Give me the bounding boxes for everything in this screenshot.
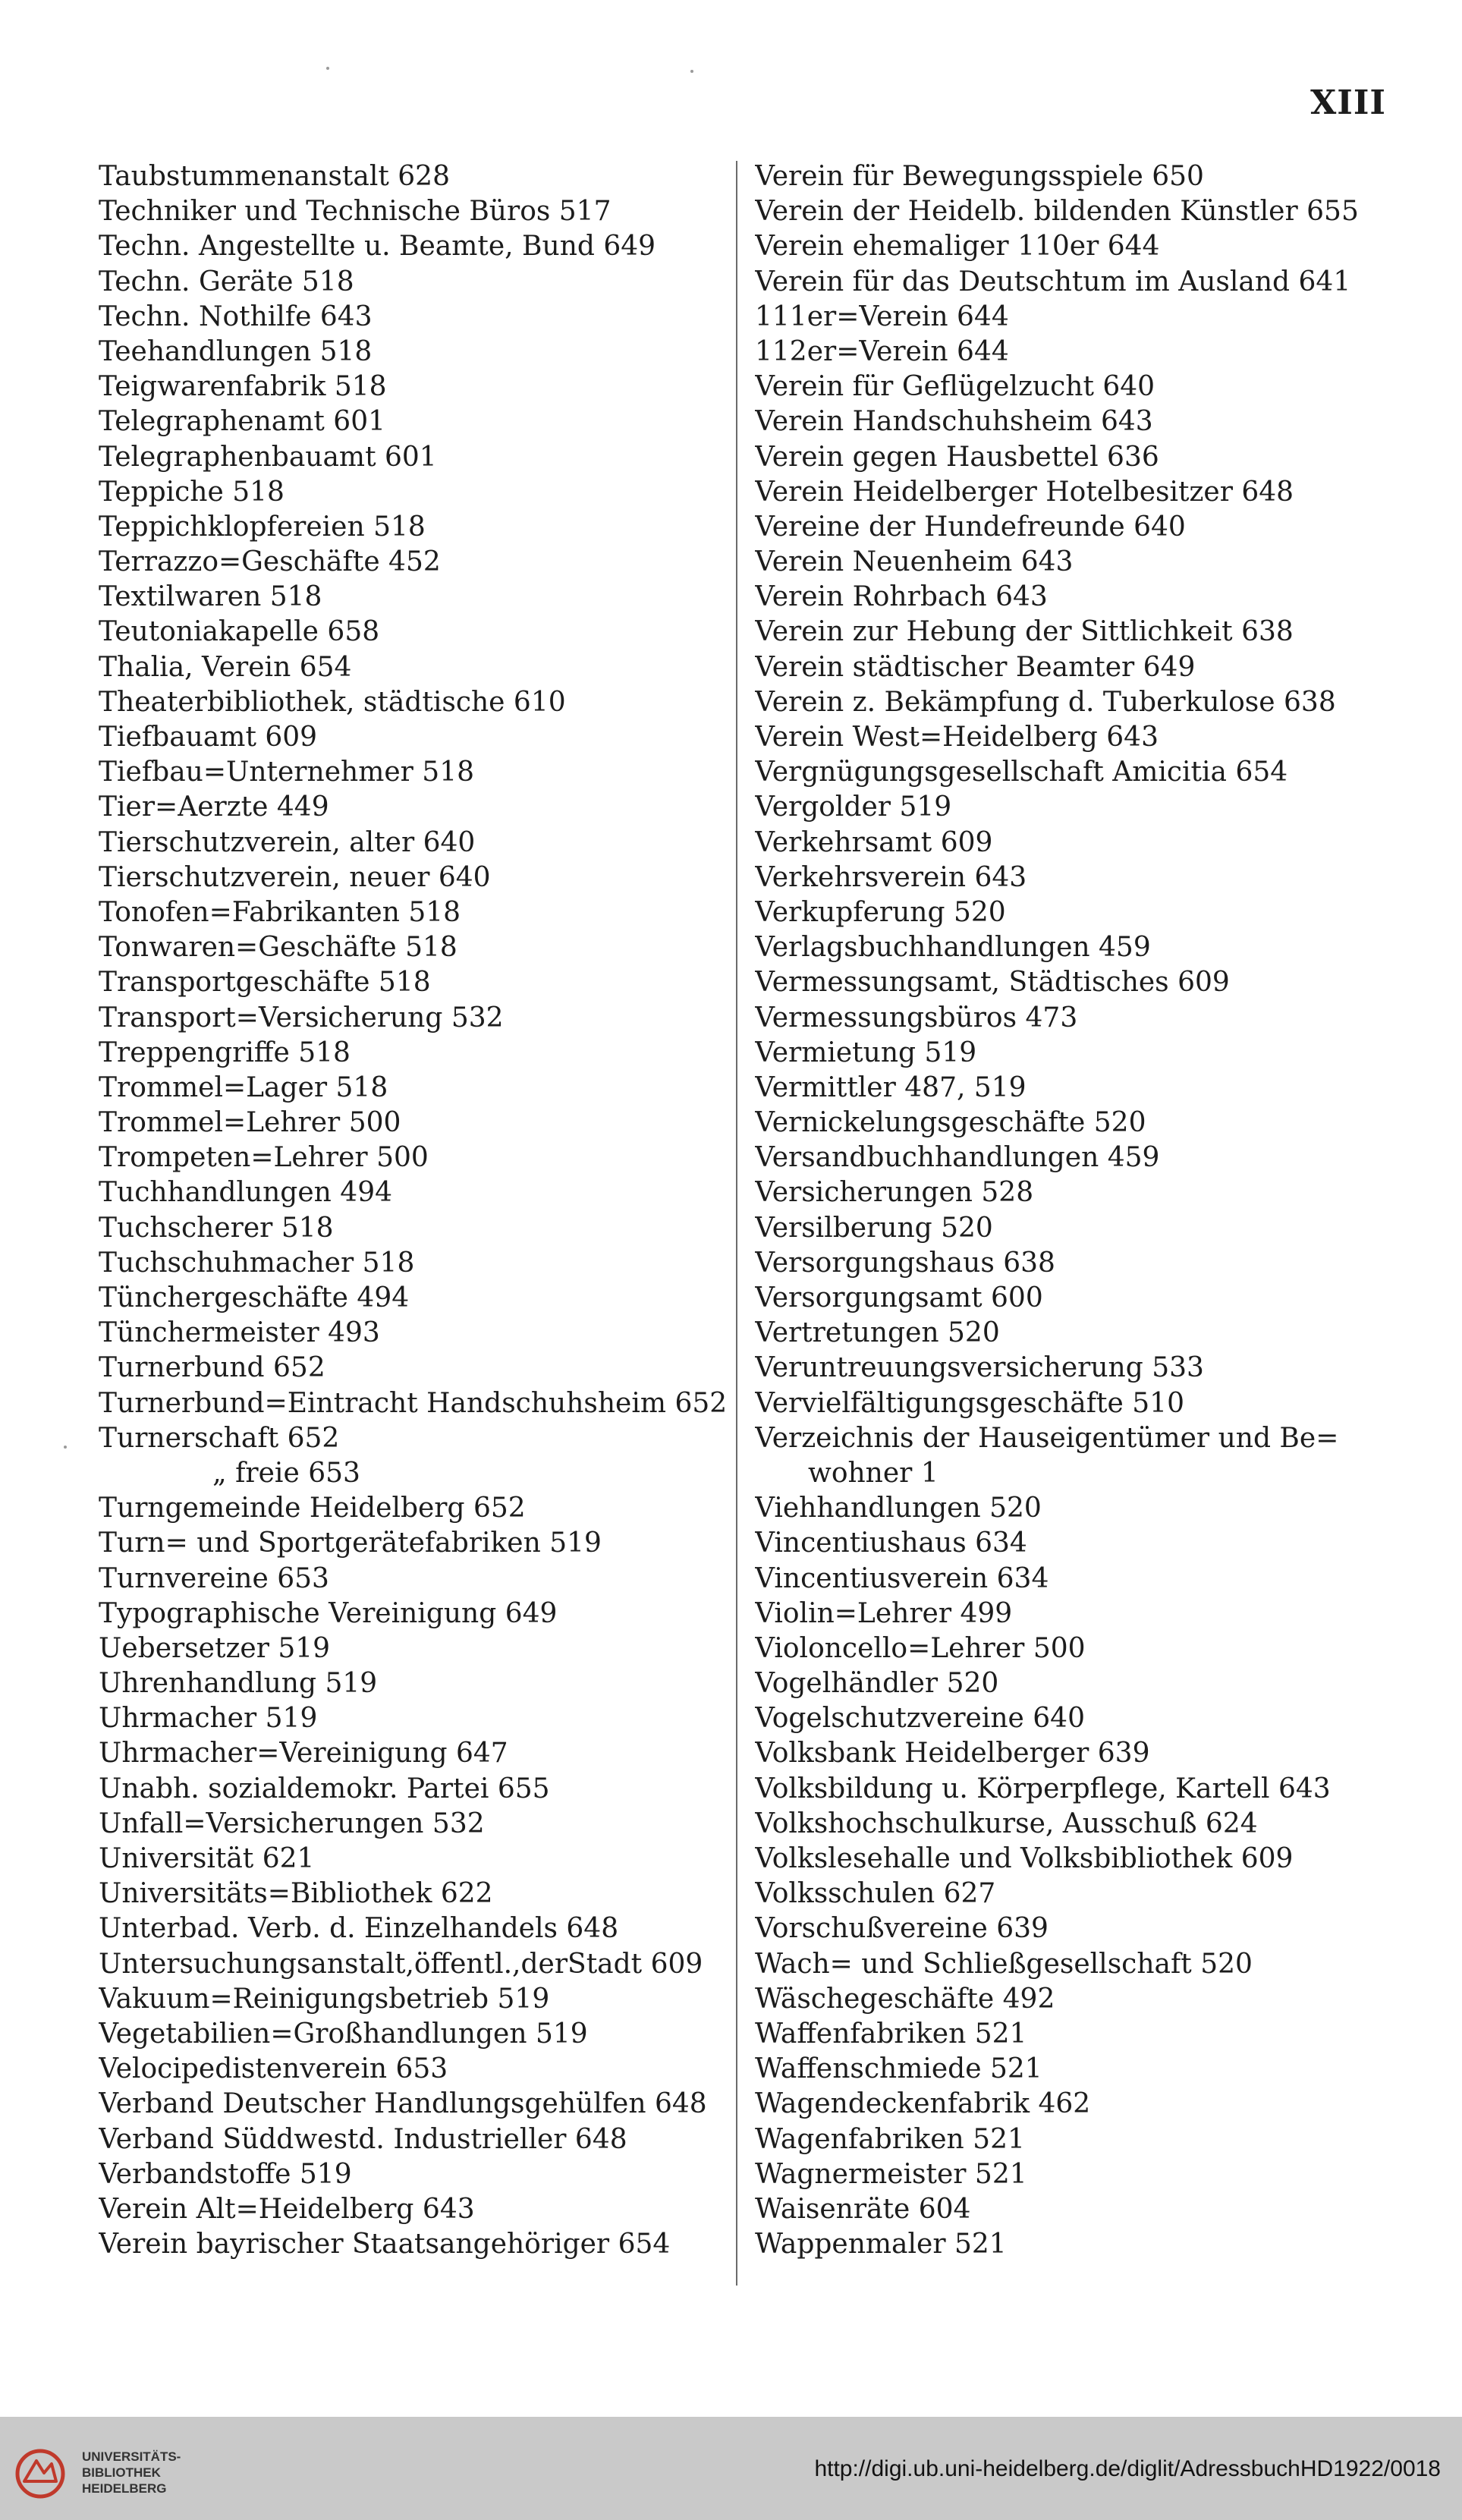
index-entry: Universität 621 [99, 1843, 315, 1874]
index-entry: Verein ehemaliger 110er 644 [755, 231, 1160, 263]
index-entry: Verein städtischer Beamter 649 [755, 651, 1196, 683]
index-entry: Veruntreuungsversicherung 533 [755, 1352, 1204, 1384]
index-entry: Tuchschuhmacher 518 [99, 1247, 415, 1279]
index-entry: Transportgeschäfte 518 [99, 967, 431, 999]
index-entry: Verein Alt=Heidelberg 643 [99, 2193, 475, 2225]
index-entry: Verlagsbuchhandlungen 459 [755, 932, 1151, 964]
index-entry: Treppengriffe 518 [99, 1037, 351, 1068]
index-entry: Volksbildung u. Körperpflege, Kartell 643 [755, 1773, 1331, 1804]
index-entry: Tier=Aerzte 449 [99, 791, 329, 823]
right-column [755, 159, 1415, 2262]
footer-bar [0, 2417, 1462, 2520]
index-entry: Vermietung 519 [755, 1037, 977, 1068]
index-entry: Wagendeckenfabrik 462 [755, 2088, 1091, 2120]
index-entry: Vincentiusverein 634 [755, 1562, 1049, 1594]
index-entry: Unabh. sozialdemokr. Partei 655 [99, 1773, 550, 1804]
index-entry: Tierschutzverein, alter 640 [99, 826, 476, 858]
index-entry: Verein für Geflügelzucht 640 [755, 371, 1155, 403]
index-entry: Tünchergeschäfte 494 [99, 1282, 410, 1313]
index-entry: Verband Deutscher Handlungsgehülfen 648 [99, 2088, 707, 2120]
left-column [99, 159, 736, 2262]
index-entry: Verein Handschuhsheim 643 [755, 406, 1153, 438]
index-entry: Waffenschmiede 521 [755, 2053, 1042, 2085]
index-entry: Vermittler 487, 519 [755, 1071, 1027, 1103]
index-entry: Volkslesehalle und Volksbibliothek 609 [755, 1843, 1294, 1874]
index-entry: Volksschulen 627 [755, 1878, 996, 1910]
page-number: XIII [1310, 83, 1386, 122]
index-entry: Verzeichnis der Hauseigentümer und Be= [755, 1422, 1339, 1454]
index-entry: Turnerbund=Eintracht Handschuhsheim 652 [99, 1387, 728, 1419]
logo-line: HEIDELBERG [82, 2481, 167, 2496]
index-entry: Techn. Geräte 518 [99, 266, 354, 297]
index-entry: Verein der Heidelb. bildenden Künstler 655 [755, 196, 1359, 228]
index-entry: Violin=Lehrer 499 [755, 1597, 1013, 1629]
index-entry: Textilwaren 518 [99, 581, 322, 613]
index-entry: Teehandlungen 518 [99, 335, 373, 367]
index-entry: wohner 1 [808, 1457, 939, 1489]
index-entry: Verein für Bewegungsspiele 650 [755, 161, 1204, 192]
index-entry: Turnerbund 652 [99, 1352, 325, 1384]
index-entry: Versorgungsamt 600 [755, 1282, 1043, 1313]
index-entry: Vergolder 519 [755, 791, 952, 823]
index-entry: Uhrmacher=Vereinigung 647 [99, 1738, 508, 1770]
index-entry: Tünchermeister 493 [99, 1317, 380, 1349]
index-entry: Vermessungsamt, Städtisches 609 [755, 967, 1230, 999]
index-entry: Turnvereine 653 [99, 1562, 329, 1594]
index-entry: Uhrmacher 519 [99, 1703, 318, 1735]
index-entry: Tuchhandlungen 494 [99, 1177, 392, 1209]
index-entry: Viehhandlungen 520 [755, 1493, 1042, 1524]
index-entry: Tuchscherer 518 [99, 1212, 334, 1244]
index-entry: 112er=Verein 644 [755, 335, 1009, 367]
index-entry: Tonofen=Fabrikanten 518 [99, 896, 461, 928]
index-entry: Verein z. Bekämpfung d. Tuberkulose 638 [755, 686, 1336, 718]
index-entry: Versandbuchhandlungen 459 [755, 1142, 1160, 1174]
index-entry: Typographische Vereinigung 649 [99, 1597, 558, 1629]
university-seal-icon [14, 2447, 67, 2500]
index-entry: Vernickelungsgeschäfte 520 [755, 1107, 1146, 1139]
index-entry: Techn. Nothilfe 643 [99, 300, 373, 332]
index-entry: Transport=Versicherung 532 [99, 1002, 504, 1033]
index-entry: Vincentiushaus 634 [755, 1527, 1027, 1559]
index-entry: Verbandstoffe 519 [99, 2158, 352, 2190]
index-entry: Techn. Angestellte u. Beamte, Bund 649 [99, 231, 656, 263]
index-entry: Versilberung 520 [755, 1212, 993, 1244]
scan-speck [326, 67, 329, 70]
index-entry: Trommel=Lager 518 [99, 1071, 388, 1103]
index-entry: „ freie 653 [212, 1457, 360, 1489]
index-entry: 111er=Verein 644 [755, 300, 1009, 332]
index-entry: Theaterbibliothek, städtische 610 [99, 686, 566, 718]
index-entry: Vervielfältigungsgeschäfte 510 [755, 1387, 1184, 1419]
index-entry: Turngemeinde Heidelberg 652 [99, 1493, 526, 1524]
index-entry: Terrazzo=Geschäfte 452 [99, 546, 441, 578]
index-entry: Verein für das Deutschtum im Ausland 641 [755, 266, 1351, 297]
index-entry: Vereine der Hundefreunde 640 [755, 511, 1186, 543]
index-entry: Tierschutzverein, neuer 640 [99, 861, 491, 893]
index-entry: Vogelhändler 520 [755, 1668, 999, 1700]
index-entry: Tiefbauamt 609 [99, 722, 318, 753]
scan-speck [64, 1446, 67, 1449]
index-entry: Turn= und Sportgerätefabriken 519 [99, 1527, 602, 1559]
index-entry: Turnerschaft 652 [99, 1422, 340, 1454]
index-entry: Telegraphenamt 601 [99, 406, 385, 438]
index-entry: Trompeten=Lehrer 500 [99, 1142, 429, 1174]
index-entry: Verein bayrischer Staatsangehöriger 654 [99, 2229, 671, 2260]
index-entry: Wach= und Schließgesellschaft 520 [755, 1948, 1253, 1980]
index-entry: Teppiche 518 [99, 476, 285, 508]
index-entry: Verein gegen Hausbettel 636 [755, 441, 1159, 473]
source-url[interactable]: http://digi.ub.uni-heidelberg.de/diglit/AdressbuchHD1922/0018 [814, 2456, 1441, 2481]
index-entry: Waffenfabriken 521 [755, 2018, 1027, 2050]
index-entry: Vakuum=Reinigungsbetrieb 519 [99, 1983, 550, 2015]
index-entry: Verein Heidelberger Hotelbesitzer 648 [755, 476, 1294, 508]
index-entry: Wagnermeister 521 [755, 2158, 1027, 2190]
index-entry: Velocipedistenverein 653 [99, 2053, 448, 2085]
index-entry: Wäschegeschäfte 492 [755, 1983, 1055, 2015]
index-entry: Unterbad. Verb. d. Einzelhandels 648 [99, 1913, 619, 1945]
index-entry: Vergnügungsgesellschaft Amicitia 654 [755, 757, 1288, 788]
scan-speck [690, 70, 693, 73]
index-entry: Thalia, Verein 654 [99, 651, 352, 683]
index-entry: Teutoniakapelle 658 [99, 616, 380, 648]
column-divider [736, 161, 737, 2286]
index-entry: Tiefbau=Unternehmer 518 [99, 757, 474, 788]
index-entry: Vegetabilien=Großhandlungen 519 [99, 2018, 588, 2050]
logo-line: BIBLIOTHEK [82, 2465, 161, 2480]
library-logo-text [82, 2449, 181, 2496]
index-entry: Verkupferung 520 [755, 896, 1006, 928]
index-entry: Volkshochschulkurse, Ausschuß 624 [755, 1807, 1258, 1839]
index-entry: Verein Neuenheim 643 [755, 546, 1074, 578]
index-entry: Verkehrsverein 643 [755, 861, 1027, 893]
index-entry: Verband Süddwestd. Industrieller 648 [99, 2123, 627, 2155]
index-entry: Teigwarenfabrik 518 [99, 371, 387, 403]
index-entry: Teppichklopfereien 518 [99, 511, 426, 543]
index-entry: Vorschußvereine 639 [755, 1913, 1049, 1945]
index-entry: Untersuchungsanstalt,öffentl.,derStadt 609 [99, 1948, 703, 1980]
index-entry: Wappenmaler 521 [755, 2229, 1007, 2260]
index-entry: Trommel=Lehrer 500 [99, 1107, 401, 1139]
index-entry: Tonwaren=Geschäfte 518 [99, 932, 457, 964]
logo-line: UNIVERSITÄTS- [82, 2449, 181, 2464]
index-entry: Unfall=Versicherungen 532 [99, 1807, 485, 1839]
index-entry: Wagenfabriken 521 [755, 2123, 1025, 2155]
index-entry: Vertretungen 520 [755, 1317, 1000, 1349]
index-entry: Volksbank Heidelberger 639 [755, 1738, 1150, 1770]
index-entry: Verein zur Hebung der Sittlichkeit 638 [755, 616, 1294, 648]
index-entry: Verein West=Heidelberg 643 [755, 722, 1159, 753]
index-entry: Universitäts=Bibliothek 622 [99, 1878, 493, 1910]
index-entry: Verein Rohrbach 643 [755, 581, 1048, 613]
index-entry: Violoncello=Lehrer 500 [755, 1632, 1086, 1664]
index-entry: Techniker und Technische Büros 517 [99, 196, 612, 228]
index-entry: Vogelschutzvereine 640 [755, 1703, 1085, 1735]
index-entry: Telegraphenbauamt 601 [99, 441, 437, 473]
index-entry: Waisenräte 604 [755, 2193, 971, 2225]
index-entry: Verkehrsamt 609 [755, 826, 993, 858]
index-entry: Vermessungsbüros 473 [755, 1002, 1078, 1033]
index-entry: Versorgungshaus 638 [755, 1247, 1055, 1279]
index-entry: Uhrenhandlung 519 [99, 1668, 378, 1700]
index-entry: Uebersetzer 519 [99, 1632, 331, 1664]
index-entry: Taubstummenanstalt 628 [99, 161, 450, 192]
index-entry: Versicherungen 528 [755, 1177, 1034, 1209]
